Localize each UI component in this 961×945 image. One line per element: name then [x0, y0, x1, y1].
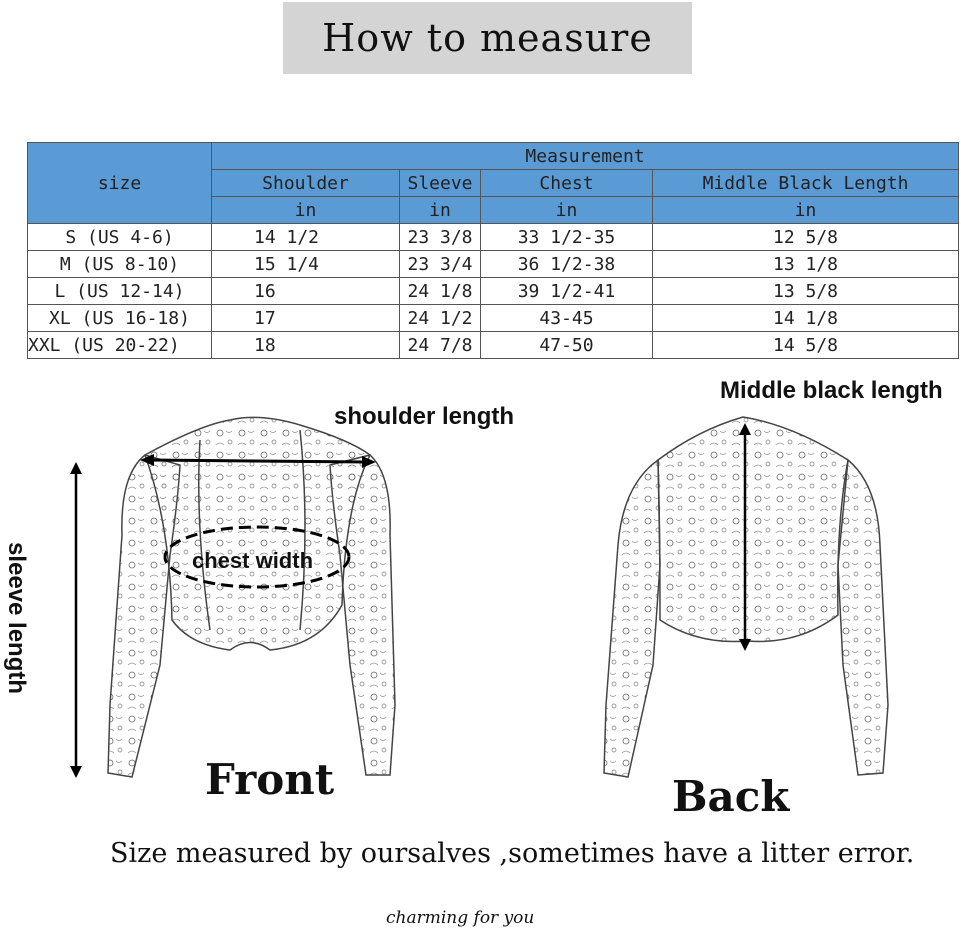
unit-middle-black-length: in [653, 197, 959, 224]
size-cell: XXL (US 20-22) [28, 332, 212, 359]
page-title: How to measure [322, 16, 653, 60]
sleeve-cell: 24 1/2 [400, 305, 481, 332]
middle-black-length-label: Middle black length [720, 377, 943, 404]
size-cell: S (US 4-6) [28, 224, 212, 251]
front-label: Front [205, 755, 335, 804]
column-header-sleeve: Sleeve [400, 170, 481, 197]
shoulder-cell: 16 [212, 278, 400, 305]
table-row [28, 332, 959, 359]
chest-width-label: chest width [192, 548, 314, 573]
column-header-chest: Chest [481, 170, 653, 197]
chest-cell: 39 1/2-41 [481, 278, 653, 305]
column-header-shoulder: Shoulder [212, 170, 400, 197]
size-cell: M (US 8-10) [28, 251, 212, 278]
measurement-note: Size measured by oursalves ,sometimes have a litter error. [110, 838, 915, 869]
shoulder-measure-arrow [148, 460, 368, 462]
chest-cell: 47-50 [481, 332, 653, 359]
shoulder-cell: 14 1/2 [212, 224, 400, 251]
unit-sleeve: in [400, 197, 481, 224]
sleeve-length-label: sleeve length [3, 541, 30, 695]
unit-shoulder: in [212, 197, 400, 224]
sleeve-cell: 24 7/8 [400, 332, 481, 359]
sleeve-measure-arrow [66, 462, 86, 778]
middle-length-cell: 13 5/8 [653, 278, 959, 305]
unit-chest: in [481, 197, 653, 224]
middle-length-cell: 12 5/8 [653, 224, 959, 251]
column-header-middle-black-length: Middle Black Length [653, 170, 959, 197]
sleeve-cell: 23 3/8 [400, 224, 481, 251]
chest-cell: 33 1/2-35 [481, 224, 653, 251]
size-cell: XL (US 16-18) [28, 305, 212, 332]
shoulder-cell: 17 [212, 305, 400, 332]
size-column-header: size [28, 143, 212, 224]
table-row [28, 224, 959, 251]
brand-signature: charming for you [386, 908, 535, 928]
size-chart-table [27, 142, 959, 359]
sleeve-cell: 24 1/8 [400, 278, 481, 305]
title-banner [283, 2, 692, 74]
size-cell: L (US 12-14) [28, 278, 212, 305]
table-row [28, 251, 959, 278]
middle-length-cell: 14 5/8 [653, 332, 959, 359]
front-bolero-illustration [60, 405, 420, 785]
shoulder-cell: 15 1/4 [212, 251, 400, 278]
shoulder-length-label: shoulder length [334, 403, 514, 430]
back-label: Back [672, 772, 790, 821]
chest-cell: 36 1/2-38 [481, 251, 653, 278]
chest-cell: 43-45 [481, 305, 653, 332]
measurement-group-header: Measurement [212, 143, 959, 170]
back-bolero-illustration [598, 405, 898, 785]
middle-length-cell: 13 1/8 [653, 251, 959, 278]
sleeve-cell: 23 3/4 [400, 251, 481, 278]
shoulder-cell: 18 [212, 332, 400, 359]
middle-length-cell: 14 1/8 [653, 305, 959, 332]
table-row [28, 305, 959, 332]
table-row [28, 278, 959, 305]
